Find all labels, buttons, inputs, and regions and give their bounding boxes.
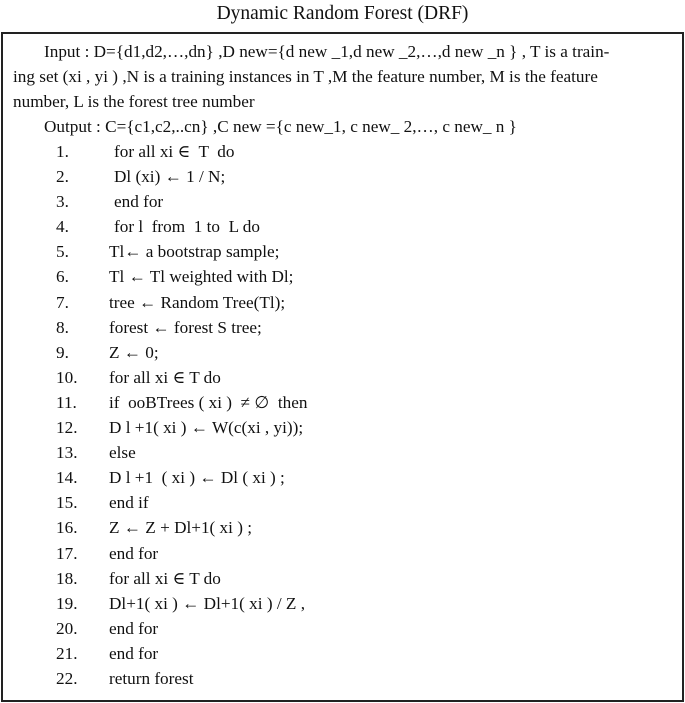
output-description: Output : C={c1,c2,..cn} ,C new ={c new_1, c new_ 2,…, c new_ n } — [44, 117, 517, 136]
step-row — [3, 641, 682, 666]
step-number: 7. — [56, 292, 69, 312]
step-number: 6. — [56, 267, 69, 287]
step-code: D l +1( xi ) ← W(c(xi , yi)); — [109, 418, 304, 438]
step-row — [3, 340, 682, 365]
step-code: Z ← 0; — [109, 342, 159, 362]
step-code: for all xi ∈ T do — [109, 367, 221, 387]
step-row — [3, 189, 682, 214]
step-code: for all xi ∈ T do — [109, 568, 221, 588]
step-number: 1. — [56, 142, 69, 161]
step-row — [3, 591, 682, 616]
step-row — [3, 440, 682, 465]
step-number: 4. — [56, 217, 69, 237]
step-code: Tl ← Tl weighted with Dl; — [109, 267, 294, 287]
step-row — [3, 541, 682, 566]
input-line-2: ing set (xi , yi ) ,N is a training instances in T ,M the feature number, M is the feature — [13, 67, 598, 86]
step-number: 15. — [56, 493, 78, 513]
step-number: 12. — [56, 418, 78, 438]
step-code: end for — [114, 192, 164, 212]
step-code: for l from 1 to L do — [114, 217, 260, 237]
step-code: forest ← forest S tree; — [109, 317, 262, 337]
step-code: Dl+1( xi ) ← Dl+1( xi ) / Z , — [109, 593, 306, 613]
step-number: 17. — [56, 543, 78, 563]
step-code: tree ← Random Tree(Tl); — [109, 292, 286, 312]
step-number: 5. — [56, 242, 69, 262]
step-number: 2. — [56, 167, 69, 187]
step-number: 16. — [56, 518, 78, 538]
step-row — [3, 666, 682, 691]
input-line-1: Input : D={d1,d2,…,dn} ,D new={d new _1,d new _2,…,d new _n } , T is a train- — [44, 42, 610, 61]
step-code: for all xi ∈ T do — [114, 142, 235, 161]
step-code: Tl← a bootstrap sample; — [109, 242, 280, 262]
step-code: D l +1 ( xi ) ← Dl ( xi ) ; — [109, 468, 285, 488]
step-number: 10. — [56, 367, 78, 387]
step-row — [3, 264, 682, 289]
step-row — [3, 139, 682, 164]
step-code: end for — [109, 643, 159, 663]
step-row — [3, 315, 682, 340]
step-code: end for — [109, 618, 159, 638]
step-row — [3, 566, 682, 591]
step-number: 13. — [56, 443, 78, 463]
step-number: 9. — [56, 342, 69, 362]
step-code: else — [109, 443, 136, 463]
step-number: 22. — [56, 668, 78, 688]
algorithm-box — [1, 32, 684, 702]
step-code: end for — [109, 543, 159, 563]
step-row — [3, 390, 682, 415]
step-number: 18. — [56, 568, 78, 588]
step-row — [3, 365, 682, 390]
step-number: 19. — [56, 593, 78, 613]
step-row — [3, 239, 682, 264]
step-code: Dl (xi) ← 1 / N; — [114, 167, 226, 187]
step-row — [3, 490, 682, 515]
step-code: if ooBTrees ( xi ) ≠ ∅ then — [109, 392, 308, 412]
step-row — [3, 164, 682, 189]
algorithm-title: Dynamic Random Forest (DRF) — [216, 3, 469, 24]
step-number: 21. — [56, 643, 78, 663]
step-row — [3, 290, 682, 315]
step-number: 8. — [56, 317, 69, 337]
step-row — [3, 214, 682, 239]
step-code: end if — [109, 493, 149, 513]
step-code: return forest — [109, 668, 194, 688]
step-row — [3, 415, 682, 440]
step-row — [3, 515, 682, 540]
input-description — [13, 39, 675, 114]
step-number: 3. — [56, 192, 69, 212]
step-number: 11. — [56, 392, 77, 412]
step-row — [3, 616, 682, 641]
algorithm-steps — [3, 139, 682, 691]
step-code: Z ← Z + Dl+1( xi ) ; — [109, 518, 253, 538]
input-line-3: number, L is the forest tree number — [13, 92, 255, 111]
step-row — [3, 465, 682, 490]
step-number: 14. — [56, 468, 78, 488]
step-number: 20. — [56, 618, 78, 638]
